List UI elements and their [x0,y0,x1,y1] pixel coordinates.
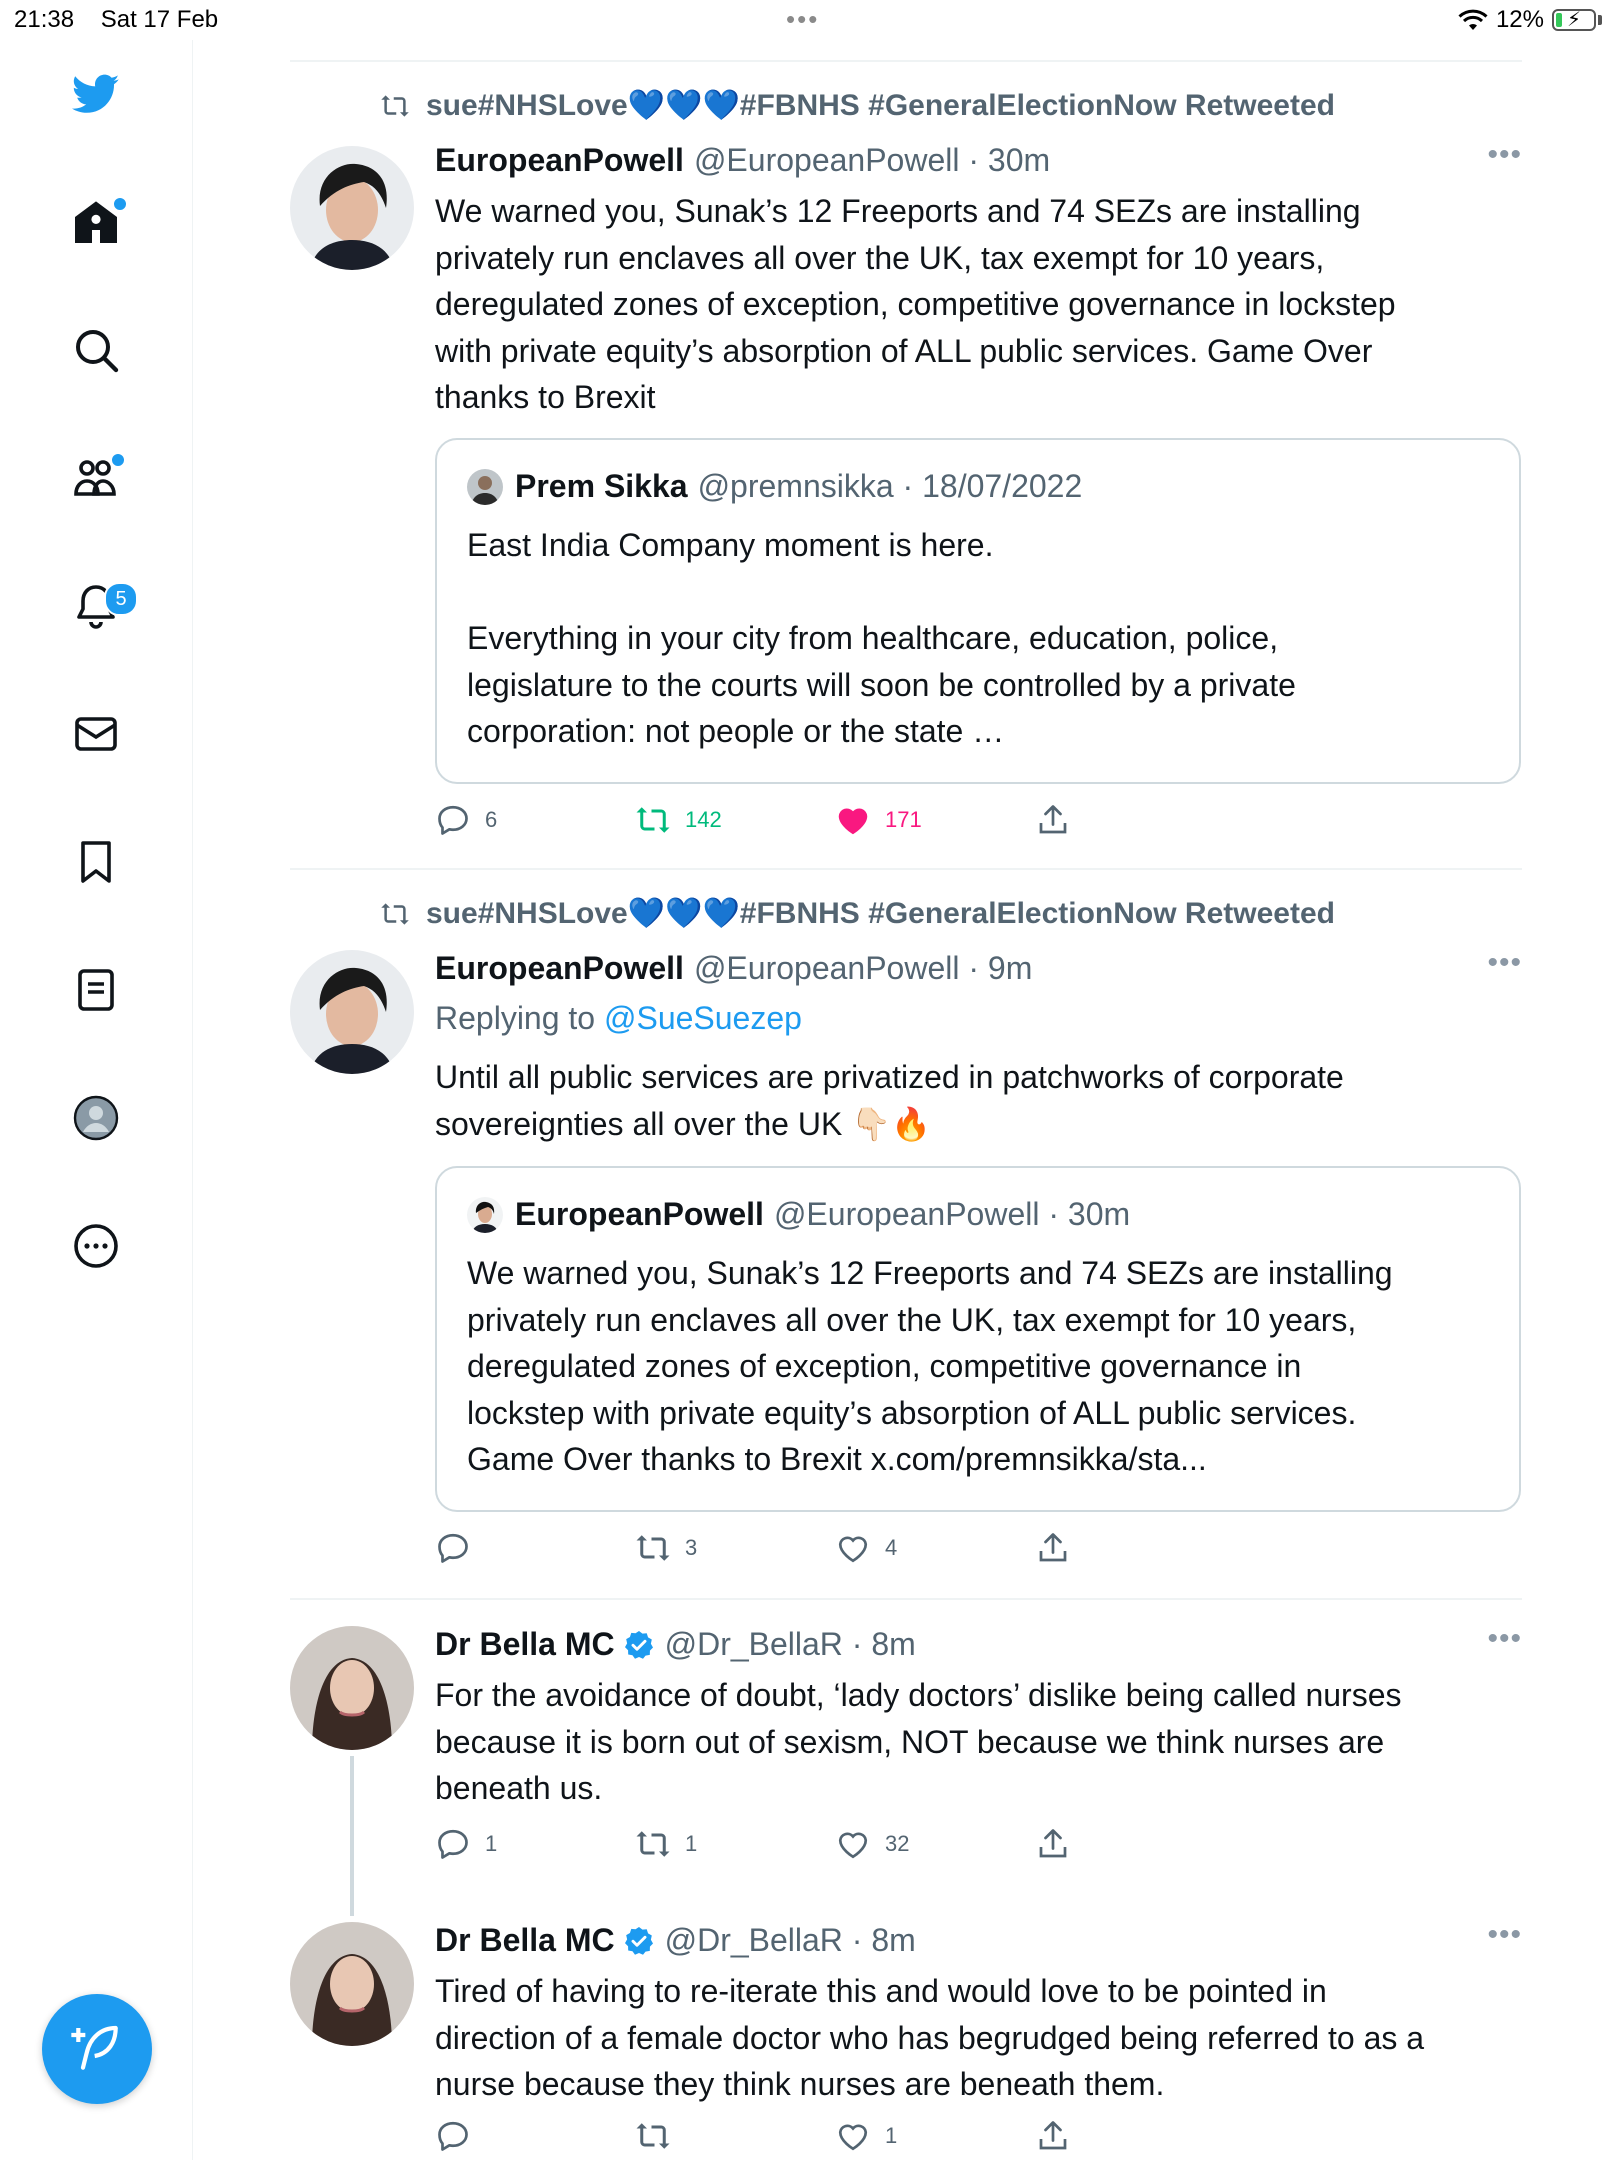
sidebar [0,40,193,2160]
retweet-count: 1 [685,1831,698,1856]
wifi-icon [1458,8,1488,32]
verified-badge-icon [623,1925,655,1957]
home-new-dot [112,196,128,212]
quote-line: We warned you, Sunak’s 12 Freeports and 74 SEZs are installing [467,1255,1393,1291]
more-circle-icon[interactable] [60,1210,132,1282]
reply-icon [435,2118,471,2154]
tweet-divider [290,868,1522,870]
author-handle-time[interactable]: @EuropeanPowell · 30m [693,142,1051,178]
quote-line [467,569,1487,616]
reply-icon [435,802,471,838]
tweet-line: with private equity’s absorption of ALL public services. Game Over [435,332,1373,369]
tweet-actions [435,1826,1135,1866]
tweet-text [435,188,1495,421]
quote-header [467,468,1082,505]
retweet-button[interactable] [635,2118,685,2154]
retweet-icon [635,1826,671,1862]
bookmarks-icon[interactable] [60,826,132,898]
feed-top-divider [290,60,1522,62]
tweet-text [435,1054,1495,1147]
tweet-line: beneath us. [435,1770,603,1806]
retweet-context [378,896,1335,931]
quote-line: privately run enclaves all over the UK, tax exempt for 10 years, [467,1301,1357,1338]
replying-to-link[interactable]: @SueSuezep [603,1000,802,1036]
tweet-actions [435,2118,1135,2158]
verified-badge-icon [623,1629,655,1661]
quote-line: Game Over thanks to Brexit x.com/premnsikka/sta... [467,1441,1207,1477]
more-options-icon[interactable]: ••• [1487,946,1522,979]
thread-connector [350,1756,354,1916]
status-date: Sat 17 Feb [100,6,219,33]
tweet-divider [290,1598,1522,1600]
heart-icon [835,2118,871,2154]
heart-filled-icon [835,802,871,838]
retweet-icon [378,899,412,929]
retweet-icon [378,91,412,121]
tweet-text [435,1968,1495,2108]
quote-header [467,1196,1130,1233]
author-handle-time[interactable]: @EuropeanPowell · 9m [693,950,1033,986]
tweet-line: direction of a female doctor who has begrudged being referred to as a [435,2019,1425,2056]
compose-tweet-button[interactable] [42,1994,152,2104]
quote-avatar [467,1197,503,1233]
retweeted-by-text: sue#NHSLove💙💙💙#FBNHS #GeneralElectionNow Retweeted [426,897,1335,930]
status-time: 21:38 [14,6,75,33]
lists-icon[interactable] [60,954,132,1026]
communities-new-dot [110,452,126,468]
tweet-line: Until all public services are privatized in patchworks of corporate [435,1059,1344,1095]
like-button[interactable] [835,1530,897,1566]
like-count: 171 [885,807,922,832]
battery-percent: 12% [1495,6,1544,33]
author-name[interactable]: EuropeanPowell [435,142,684,178]
retweet-icon [635,1530,671,1566]
communities-icon[interactable] [60,442,132,514]
tweet-actions [435,1530,1135,1570]
profile-avatar-icon[interactable] [60,1082,132,1154]
heart-icon [835,1826,871,1862]
author-avatar[interactable] [290,1922,414,2046]
notifications-bell-icon[interactable] [60,570,132,642]
status-bar [0,0,1620,40]
quote-text [467,1250,1487,1483]
reply-button[interactable] [435,802,497,838]
reply-button[interactable] [435,1530,485,1566]
tweet-line: For the avoidance of doubt, ‘lady doctors’ dislike being called nurses [435,1677,1402,1713]
share-button[interactable] [1035,1530,1071,1566]
home-icon[interactable] [60,186,132,258]
quoted-tweet[interactable] [435,1166,1521,1512]
tweet-actions [435,802,1135,842]
quoted-tweet[interactable] [435,438,1521,784]
author-name[interactable]: Dr Bella MC [435,1922,615,1958]
share-icon [1035,2118,1071,2154]
battery-icon: ⚡ [1552,9,1596,31]
retweet-button[interactable] [635,802,722,838]
tweet-header [435,1922,916,1959]
status-right [1458,6,1602,34]
author-name[interactable]: EuropeanPowell [435,950,684,986]
reply-icon [435,1530,471,1566]
share-button[interactable] [1035,1826,1071,1862]
reply-button[interactable] [435,1826,497,1862]
replying-to [435,1000,802,1037]
quote-line: corporation: not people or the state … [467,713,1005,749]
more-options-icon[interactable]: ••• [1487,138,1522,171]
tweet-line: deregulated zones of exception, competitive governance in lockstep [435,286,1396,322]
tweet-line: We warned you, Sunak’s 12 Freeports and 74 SEZs are installing [435,193,1361,229]
quote-line: lockstep with private equity’s absorption of ALL public services. [467,1394,1357,1431]
quote-author-handle: @EuropeanPowell · 30m [773,1196,1131,1232]
retweet-count: 3 [685,1535,698,1560]
share-icon [1035,1530,1071,1566]
tweet-line: Tired of having to re-iterate this and would love to be pointed in [435,1973,1327,2009]
author-name[interactable]: Dr Bella MC [435,1626,615,1662]
retweet-icon [635,802,671,838]
tweet-header [435,950,1032,987]
tweet-line: sovereignties all over the UK 👇🏻🔥 [435,1105,931,1142]
status-left [14,6,238,34]
quote-line: Everything in your city from healthcare, education, police, [467,620,1279,656]
search-icon[interactable] [60,314,132,386]
like-button[interactable] [835,2118,897,2154]
retweet-context [378,88,1335,123]
quote-avatar [467,469,503,505]
reply-icon [435,1826,471,1862]
quote-line: legislature to the courts will soon be controlled by a private [467,666,1296,703]
more-options-icon[interactable]: ••• [1487,1622,1522,1655]
share-icon [1035,1826,1071,1862]
like-count: 32 [885,1831,910,1856]
quote-author-handle: @premnsikka · 18/07/2022 [697,468,1083,504]
author-avatar[interactable] [290,950,414,1074]
more-options-icon[interactable]: ••• [1487,1918,1522,1951]
retweet-icon [635,2118,671,2154]
share-icon [1035,802,1071,838]
replying-label: Replying to [435,1000,596,1036]
tweet-line: because it is born out of sexism, NOT because we think nurses are [435,1723,1385,1760]
tweet-line: privately run enclaves all over the UK, tax exempt for 10 years, [435,239,1325,276]
author-avatar[interactable] [290,146,414,270]
retweeted-by-text: sue#NHSLove💙💙💙#FBNHS #GeneralElectionNow Retweeted [426,89,1335,122]
quote-line: East India Company moment is here. [467,527,994,563]
compose-feather-icon [69,2021,125,2077]
reply-count: 6 [485,807,498,832]
tweet-line: nurse because they think nurses are beneath them. [435,2066,1165,2102]
author-handle-time[interactable]: @Dr_BellaR · 8m [664,1922,916,1958]
retweet-button[interactable] [635,1530,697,1566]
tweet-header [435,142,1050,179]
reply-button[interactable] [435,2118,485,2154]
quote-author-name: EuropeanPowell [515,1196,764,1232]
multitasking-dots[interactable]: ••• [786,4,820,34]
reply-count: 1 [485,1831,498,1856]
tweet-header [435,1626,916,1663]
author-handle-time[interactable]: @Dr_BellaR · 8m [664,1626,916,1662]
retweet-button[interactable] [635,1826,697,1862]
messages-envelope-icon[interactable] [60,698,132,770]
share-button[interactable] [1035,2118,1071,2154]
share-button[interactable] [1035,802,1071,838]
tweet-text [435,1672,1495,1812]
heart-icon [835,1530,871,1566]
notifications-badge: 5 [104,582,138,616]
quote-text [467,522,1487,755]
like-count: 1 [885,2123,898,2148]
quote-author-name: Prem Sikka [515,468,688,504]
quote-line: deregulated zones of exception, competitive governance in [467,1348,1302,1384]
like-button[interactable] [835,1826,909,1862]
author-avatar[interactable] [290,1626,414,1750]
like-button[interactable] [835,802,922,838]
tweet-line: thanks to Brexit [435,379,656,415]
retweet-count: 142 [685,807,722,832]
twitter-logo-icon[interactable] [60,58,132,130]
like-count: 4 [885,1535,898,1560]
